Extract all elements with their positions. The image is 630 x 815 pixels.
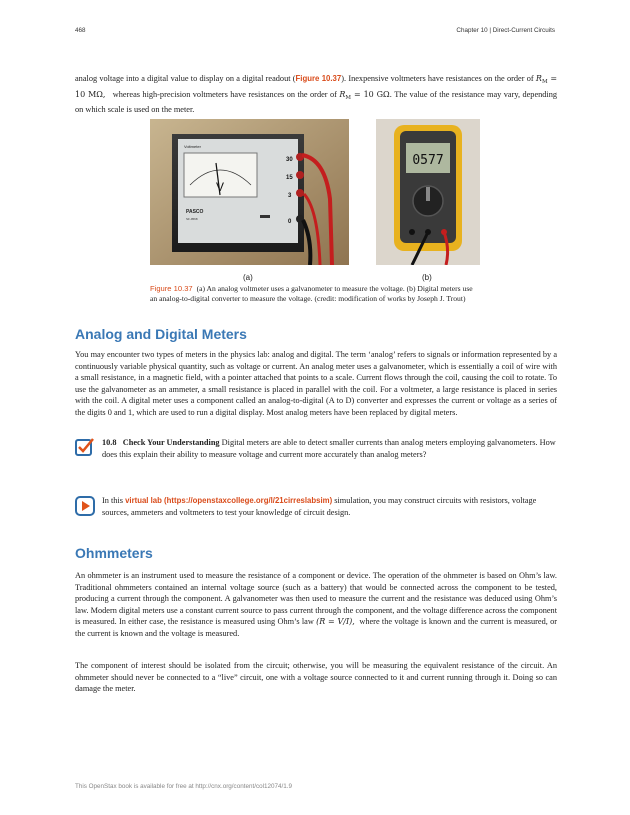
figure-number: Figure 10.37 [150, 284, 193, 293]
figure-reference-link[interactable]: Figure 10.37 [295, 74, 342, 83]
brand-label: PASCO [186, 209, 204, 215]
virtual-lab-box [75, 496, 557, 526]
page-number: 468 [75, 27, 86, 34]
figure-10-37 [150, 119, 480, 267]
ground-label: 0 [288, 219, 292, 225]
scale-label-30: 30 [286, 157, 293, 163]
ohm-text-2: where the voltage is known and the current is measured, or the current is known and the voltage is measured. [75, 617, 558, 638]
intro-text-4: . The value of the resistance may vary, depending on which scale is used on the meter. [75, 89, 558, 115]
model-label: SF-9568 [186, 217, 198, 221]
scale-label-15: 15 [286, 175, 293, 181]
analog-title-label: Voltmeter [184, 144, 201, 149]
lab-text-start: In this [102, 496, 123, 505]
figure-label-a: (a) [243, 273, 253, 282]
check-understanding-box [75, 437, 557, 477]
virtual-lab-text [102, 495, 557, 518]
digital-multimeter-photo [376, 119, 480, 265]
ohms-law-math: (R = V/I), [316, 617, 355, 627]
analog-unit-label: V [215, 180, 225, 194]
intro-text-1: analog voltage into a digital value to display on a digital readout ( [75, 74, 296, 83]
figure-caption [150, 284, 480, 304]
section-heading-ohmmeters: Ohmmeters [75, 545, 153, 561]
intro-text-2: ). Inexpensive voltmeters have resistances on the order of [341, 74, 534, 83]
footer-text: This OpenStax book is available for free at http://cnx.org/content/col12074/1.9 [75, 783, 293, 790]
analog-voltmeter-photo [150, 119, 349, 265]
scale-label-3: 3 [288, 193, 292, 199]
chapter-title: Chapter 10 | Direct-Current Circuits [456, 27, 555, 34]
check-title: Check Your Understanding [122, 438, 220, 447]
virtual-lab-link[interactable]: virtual lab (https://openstaxcollege.org/l/21cirreslabsim) [125, 496, 333, 505]
section2-paragraph-1 [75, 570, 557, 640]
section1-paragraph: You may encounter two types of meters in the physics lab: analog and digital. The term ‘analog’ refers to signals or information represented by a continuously variable physical quantity, such as voltage or current. An analog meter uses a galvanometer, which is essentially a coil of wire with a small resistance, in a magnetic field, with a pointer attached that points to a scale. Current flows through the coil, causing the coil to rotate. To use the galvanometer as an ammeter, a small resistance is placed in parallel with the coil. For a voltmeter, a large resistance is placed in series with the coil. A digital meter uses a component called an analog-to-digital (A to D) converter and expresses the current or voltage as a series of the digits 0 and 1, which are used to run a digital display. Most analog meters have been replaced by digital meters. [75, 350, 557, 417]
digital-reading: 0577 [412, 153, 444, 168]
section2-paragraph-2: The component of interest should be isolated from the circuit; otherwise, you will be measuring the equivalent resistance of the circuit. An ohmmeter should never be connected to a “live” circuit, one with a voltage source connected to it and current running through it. Doing so can damage the meter. [75, 661, 557, 694]
intro-text-3: whereas high-precision voltmeters have resistances on the order of [112, 89, 337, 99]
figure-label-b: (b) [422, 273, 432, 282]
figure-caption-text: (a) An analog voltmeter uses a galvanometer to measure the voltage. (b) Digital meters use an analog-to-digital converter to measure the voltage. (credit: modification of works by Joseph J. Trout) [150, 284, 473, 304]
ohm-text-1: An ohmmeter is an instrument used to measure the resistance of a component or device. The operation of the ohmmeter is based on Ohm’s law. Traditional ohmmeters contained an internal voltage source (such as a battery) that would be connected across the component to be tested, producing a current through the component. A galvanometer was then used to measure the current and the resistance was deduced using Ohm’s law. Modern digital meters use a constant current source to pass current through the component, and the voltage difference across the component is measured. In either case, the resistance is measured using Ohm’s law [75, 571, 557, 627]
math-rm-1: $R_M = 10$ MΩ, [75, 74, 558, 99]
check-number: 10.8 [102, 438, 117, 447]
lab-text-end: simulation, you may construct circuits with resistors, voltage sources, ammeters and voltmeters to test your knowledge of circuit design. [102, 496, 537, 517]
section-heading-analog-digital: Analog and Digital Meters [75, 326, 247, 342]
check-understanding-text [102, 437, 557, 460]
checklist-icon [75, 437, 93, 455]
play-icon [75, 496, 93, 514]
check-body: Digital meters are able to detect smaller currents than analog meters employing galvanometers. How does this explain their ability to measure voltage and current more accurately than analog meters? [102, 438, 556, 459]
intro-paragraph [75, 73, 557, 116]
math-rm-2: $R_M = 10$ GΩ [339, 89, 390, 101]
